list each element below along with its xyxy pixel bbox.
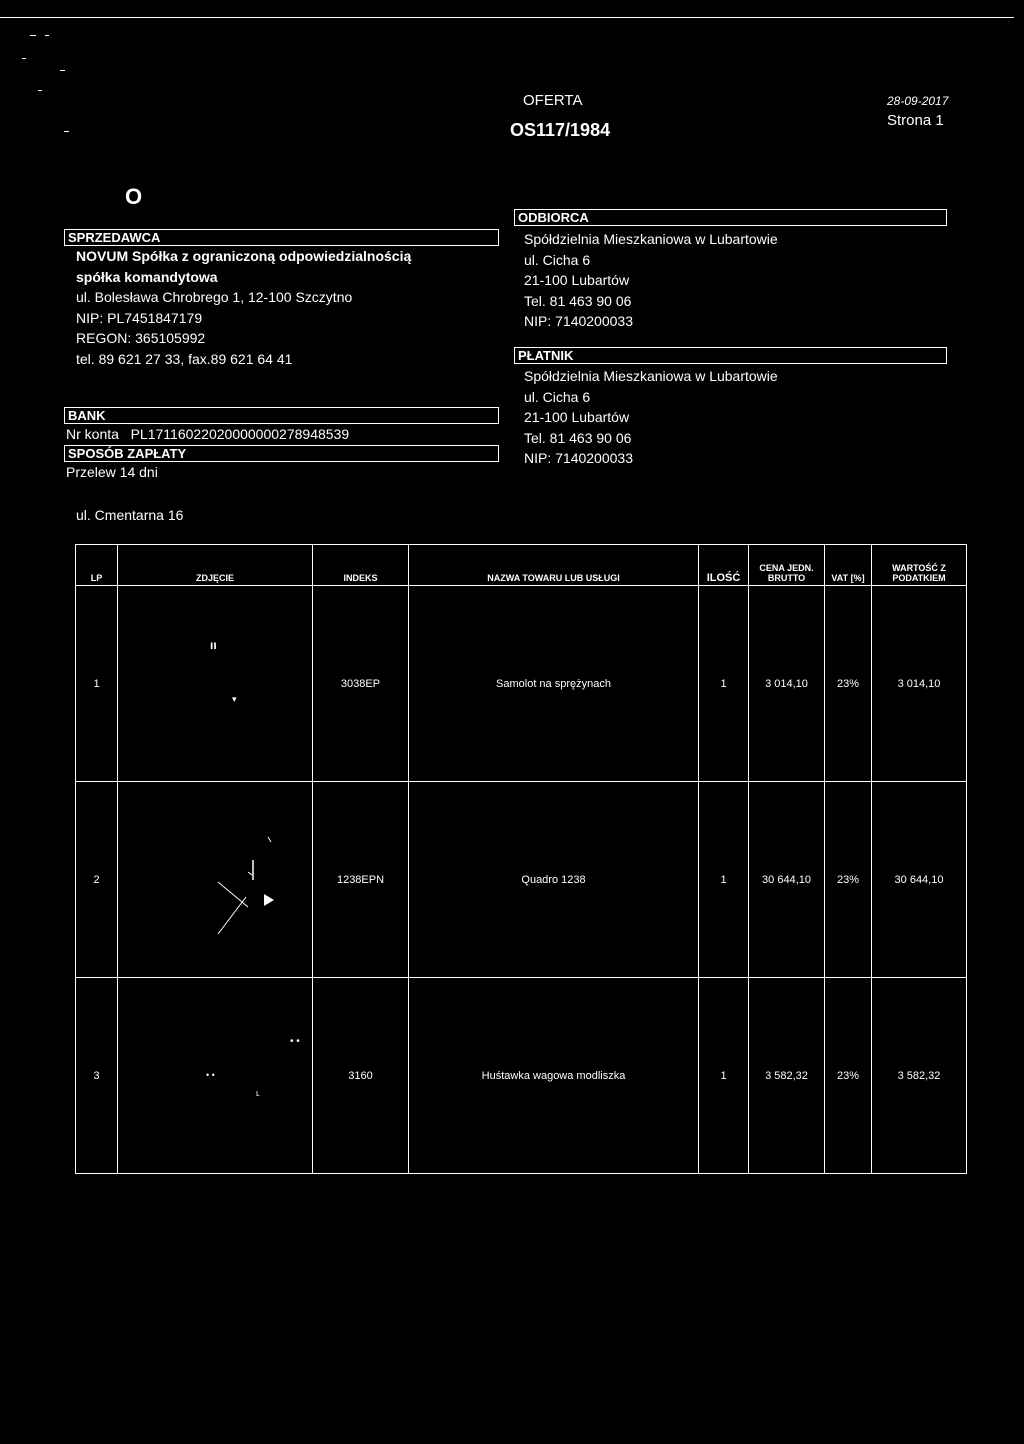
row-lp: 3 [76, 978, 118, 1174]
row-qty: 1 [699, 978, 749, 1174]
recipient-phone: Tel. 81 463 90 06 [524, 292, 632, 309]
bank-account-number: PL17116022020000000278948539 [130, 426, 350, 442]
row-photo [118, 586, 313, 782]
col-index: INDEKS [313, 545, 409, 586]
table-row [76, 586, 967, 782]
row-index: 3038EP [313, 586, 409, 782]
payer-city: 21-100 Lubartów [524, 409, 630, 425]
row-qty: 1 [699, 586, 749, 782]
row-total: 3 582,32 [872, 978, 967, 1174]
product-photo-speck: • • [206, 1070, 215, 1080]
table-row [76, 978, 967, 1174]
scan-speck [60, 70, 65, 71]
seller-nip: NIP: PL7451847179 [76, 309, 203, 326]
row-index: 3160 [313, 978, 409, 1174]
recipient-label: ODBIORCA [514, 209, 947, 226]
seller-regon: REGON: 365105992 [76, 330, 206, 346]
delivery-address: ul. Cmentarna 16 [76, 507, 184, 523]
col-photo: ZDJĘCIE [118, 545, 313, 586]
row-index: 1238EPN [313, 782, 409, 978]
scan-speck [64, 131, 69, 132]
product-photo-sketch [118, 782, 313, 977]
product-photo-speck: • • [290, 1036, 300, 1047]
payer-phone: Tel. 81 463 90 06 [524, 429, 632, 446]
col-unit-price-line1: CENA JEDN. [759, 563, 814, 573]
row-price: 3 014,10 [749, 586, 825, 782]
payer-name: Spółdzielnia Mieszkaniowa w Lubartowie [524, 368, 778, 384]
col-total-line1: WARTOŚĆ Z [892, 563, 946, 573]
seller-phone: tel. 89 621 27 33, fax.89 621 64 41 [76, 350, 293, 367]
col-vat: VAT [%] [825, 545, 872, 586]
row-name: Huśtawka wagowa modliszka [409, 978, 699, 1174]
row-name: Quadro 1238 [409, 782, 699, 978]
row-photo [118, 978, 313, 1174]
col-unit-price-line2: BRUTTO [767, 573, 806, 583]
seller-name-line2: spółka komandytowa [76, 268, 218, 285]
col-name: NAZWA TOWARU LUB USŁUGI [409, 545, 699, 586]
seller-block [76, 246, 411, 369]
bank-account-row [66, 424, 349, 445]
row-vat: 23% [825, 978, 872, 1174]
row-name: Samolot na sprężynach [409, 586, 699, 782]
row-total: 30 644,10 [872, 782, 967, 978]
row-price: 3 582,32 [749, 978, 825, 1174]
product-photo-speck: ıı [210, 638, 217, 652]
col-lp: LP [76, 545, 118, 586]
document-number: OS117/1984 [510, 120, 611, 140]
payment-terms: Przelew 14 dni [66, 464, 158, 480]
row-vat: 23% [825, 782, 872, 978]
document-date: 28-09-2017 [887, 94, 949, 108]
product-photo-speck: ▾ [232, 694, 237, 704]
payer-label: PŁATNIK [514, 347, 947, 364]
payer-street: ul. Cicha 6 [524, 388, 591, 405]
company-logo: O [125, 184, 143, 209]
col-total [872, 545, 967, 586]
payment-label: SPOSÓB ZAPŁATY [64, 445, 499, 462]
recipient-block [524, 229, 778, 332]
recipient-nip: NIP: 7140200033 [524, 313, 633, 329]
row-lp: 2 [76, 782, 118, 978]
bank-label: BANK [64, 407, 499, 424]
items-table [75, 544, 967, 1174]
row-lp: 1 [76, 586, 118, 782]
document-type: OFERTA [523, 92, 583, 109]
row-vat: 23% [825, 586, 872, 782]
top-rule [0, 17, 1014, 18]
scan-speck [38, 90, 42, 91]
seller-address: ul. Bolesława Chrobrego 1, 12-100 Szczytno [76, 289, 353, 305]
col-total-line2: PODATKIEM [892, 573, 946, 583]
scan-speck [22, 58, 26, 59]
row-qty: 1 [699, 782, 749, 978]
seller-label: SPRZEDAWCA [64, 229, 499, 246]
col-unit-price [749, 545, 825, 586]
product-photo-speck: ʟ [256, 1088, 260, 1098]
row-price: 30 644,10 [749, 782, 825, 978]
scan-speck [30, 35, 36, 36]
recipient-name: Spółdzielnia Mieszkaniowa w Lubartowie [524, 231, 778, 247]
row-total: 3 014,10 [872, 586, 967, 782]
payer-block [524, 366, 778, 469]
recipient-street: ul. Cicha 6 [524, 251, 591, 268]
bank-account-label: Nr konta [66, 426, 119, 442]
page-number: Strona 1 [887, 112, 944, 129]
col-qty: ILOŚĆ [699, 545, 749, 586]
scan-speck [45, 35, 49, 36]
seller-name-line1: NOVUM Spółka z ograniczoną odpowiedzialnością [76, 248, 412, 264]
table-header-row [76, 545, 967, 586]
recipient-city: 21-100 Lubartów [524, 272, 630, 288]
table-row [76, 782, 967, 978]
row-photo [118, 782, 313, 978]
payer-nip: NIP: 7140200033 [524, 450, 633, 466]
